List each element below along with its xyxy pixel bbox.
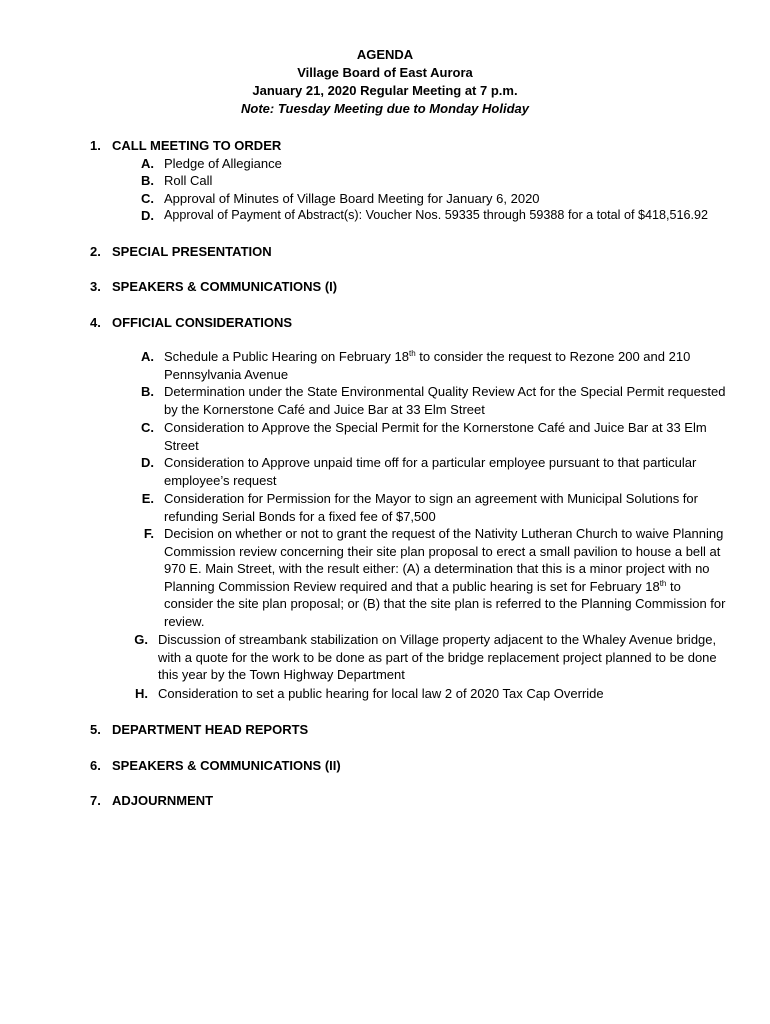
item-text-line (164, 560, 710, 577)
section-title: ADJOURNMENT (112, 793, 214, 808)
item-text: Approval of Minutes of Village Board Meeting for January 6, 2020 (164, 191, 540, 206)
document-header (0, 46, 770, 118)
item-letter: A. (141, 349, 154, 364)
item-text: Consideration for Permission for the Mayor to sign an agreement with Municipal Solutions for (164, 491, 698, 506)
item-text-line (164, 472, 277, 489)
item-text: refunding Serial Bonds for a fixed fee of $7,500 (164, 508, 436, 524)
section-number: 6. (90, 758, 101, 773)
section-number: 5. (90, 722, 101, 737)
section-title: CALL MEETING TO ORDER (112, 138, 282, 153)
item-text: Commission review concerning their site plan proposal to erect a small pavilion to house a bell at (164, 543, 721, 559)
item-text: with a quote for the work to be done as part of the bridge replacement project planned to be done (158, 649, 717, 665)
item-text: by the Kornerstone Café and Juice Bar at 33 Elm Street (164, 401, 485, 417)
section-number: 1. (90, 138, 101, 153)
item-text-line (164, 578, 681, 595)
item-text: Street (164, 437, 199, 453)
item-text-line (158, 649, 717, 666)
section-number: 7. (90, 793, 101, 808)
item-text: Consideration to Approve the Special Permit for the Kornerstone Café and Juice Bar at 33 Elm (164, 420, 707, 435)
section-department-head-reports (90, 721, 308, 738)
ordinal-suffix: th (408, 349, 416, 358)
header-board: Village Board of East Aurora (297, 65, 473, 80)
item-text: to (666, 578, 681, 594)
item-text: Planning Commission Review required and that a public hearing is set for February 18 (164, 578, 660, 594)
item-letter: B. (141, 384, 154, 399)
section-title: SPECIAL PRESENTATION (112, 244, 272, 259)
section-title: SPEAKERS & COMMUNICATIONS (I) (112, 279, 338, 294)
section-title: OFFICIAL CONSIDERATIONS (112, 315, 293, 330)
section-official-considerations (90, 314, 292, 331)
section-special-presentation (90, 243, 272, 260)
item-text: Roll Call (164, 173, 213, 188)
item-letter: E. (141, 491, 154, 506)
item-text: Schedule a Public Hearing on February 18 (164, 349, 409, 364)
item-text-line (164, 383, 725, 400)
item-letter: B. (141, 173, 154, 188)
ordinal-suffix: th (659, 578, 667, 588)
item-text-line (158, 666, 405, 683)
item-text-line (164, 419, 707, 436)
item-text-line (164, 525, 723, 542)
item-text: Consideration to set a public hearing for local law 2 of 2020 Tax Cap Override (158, 686, 604, 701)
section-adjournment (90, 792, 213, 809)
item-text-line (158, 631, 716, 648)
item-text-line (164, 490, 698, 507)
item-text-line (164, 401, 485, 418)
item-text: employee’s request (164, 472, 277, 488)
section-speakers-1 (90, 278, 337, 295)
section-title: SPEAKERS & COMMUNICATIONS (II) (112, 758, 341, 773)
section-speakers-2 (90, 757, 341, 774)
item-letter: G. (134, 632, 148, 647)
section-title: DEPARTMENT HEAD REPORTS (112, 722, 309, 737)
item-text: 970 E. Main Street, with the result either: (A) a determination that this is a minor project with no (164, 561, 710, 577)
item-letter: A. (141, 156, 154, 171)
section-call-to-order (90, 137, 281, 154)
item-text: this year by the Town Highway Department (158, 667, 405, 683)
item-letter: C. (141, 191, 154, 206)
item-text: Pennsylvania Avenue (164, 366, 289, 382)
item-text-line (164, 437, 199, 454)
item-text-line (158, 685, 604, 702)
section-number: 3. (90, 279, 101, 294)
item-letter: D. (141, 455, 154, 470)
item-letter: D. (141, 208, 154, 223)
item-text-line (164, 543, 720, 560)
item-text: Discussion of streambank stabilization on Village property adjacent to the Whaley Avenue bridge, (158, 632, 717, 647)
item-text: consider the site plan proposal; or (B) that the site plan is referred to the Planning Commission for (164, 596, 726, 612)
item-text: review. (164, 614, 205, 629)
section-number: 2. (90, 244, 101, 259)
item-letter: C. (141, 420, 154, 435)
item-letter: H. (135, 686, 148, 701)
item-text-line (164, 366, 288, 383)
item-text-line (164, 613, 204, 630)
item-text-line (164, 508, 436, 525)
item-text: Approval of Payment of Abstract(s): Voucher Nos. 59335 through 59388 for a total of $418,516.92 (164, 208, 708, 222)
item-text-line (164, 454, 696, 471)
header-note: Note: Tuesday Meeting due to Monday Holiday (241, 101, 529, 116)
item-text: to consider the request to Rezone 200 and 210 (415, 349, 691, 364)
item-text-line (164, 348, 690, 365)
item-text-line (164, 595, 725, 612)
item-letter: F. (143, 526, 154, 541)
item-text: Consideration to Approve unpaid time off for a particular employee pursuant to that particular (164, 455, 697, 470)
header-title: AGENDA (356, 47, 414, 62)
item-text: Pledge of Allegiance (164, 156, 282, 171)
item-text: Determination under the State Environmental Quality Review Act for the Special Permit requested (164, 384, 726, 399)
section-number: 4. (90, 315, 101, 330)
header-meeting-date: January 21, 2020 Regular Meeting at 7 p.m. (252, 83, 518, 98)
item-text: Decision on whether or not to grant the request of the Nativity Lutheran Church to waive Planning (164, 526, 724, 541)
